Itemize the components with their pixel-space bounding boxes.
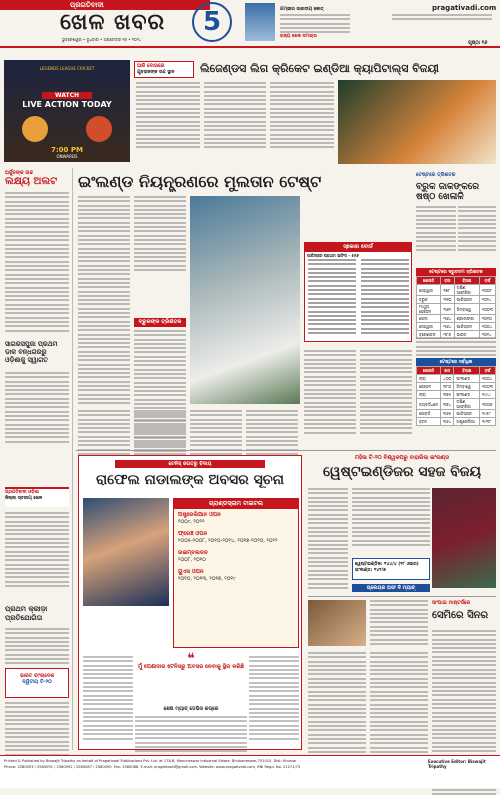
sinner-headline: ସେମିରେ ସିନର	[432, 610, 489, 621]
teaser-2: ରାଜ୍ୟ ଖେଳ ସମାଚାର	[280, 34, 317, 39]
table1-header-3: ବର୍ଷ	[480, 277, 496, 285]
scoreboard	[304, 242, 412, 342]
table2-cell: ପାକିସ୍ତାନ	[454, 410, 480, 418]
table1-cell: ଦକ୍ଷିଣ ଆଫ୍ରିକା	[454, 285, 479, 296]
table2-cell: ୩୮୦	[441, 383, 454, 391]
left-column-rule	[72, 168, 73, 750]
top-kicker	[134, 61, 194, 78]
left-headline-2: ସାଗରସପୁଜା ପ୍ରଥମ ଡାକ ବନ୍ଧଗରରୁ ଓଡ଼ିଶାକୁ ସ୍ୱାଗତ	[5, 340, 58, 364]
table-row	[417, 315, 496, 323]
table1-cell: ୩୧୦	[441, 296, 454, 304]
brook-photo	[190, 196, 300, 404]
left-headline-3: ପ୍ରଥମ କ୍ରୀଡ଼ା ପ୍ରତିଯୋଗିତା	[5, 605, 48, 622]
table2-cell: ୨୦୦୪	[480, 375, 496, 383]
left-brief-sub: ଜିଲ୍ଲା ସ୍ତରୀୟ ଖେଳ	[5, 496, 43, 501]
table2-cell: ୨୦୦୩	[480, 383, 496, 391]
top-kicker-sub: ଯୁବରାଜଙ୍କ ଉଚ୍ଚ ସ୍ଥାନ	[137, 70, 175, 75]
fastest-300-table	[416, 268, 496, 339]
table2-title: ଟେଷ୍ଟରେ ସର୍ବାଧିକ	[416, 358, 496, 366]
match-time: 7:00 PM	[51, 146, 83, 154]
wi-player-photo	[432, 488, 496, 588]
left-kicker: ଅର୍ଜୁନଙ୍କ ଉଚ୍ଚ	[5, 170, 34, 176]
masthead	[0, 0, 500, 46]
table2-header-1: ରନ	[441, 367, 454, 375]
grandslam-label: ଅଷ୍ଟ୍ରେଲିଆନ ଓପନ	[178, 512, 221, 518]
left-ad-sub: ଦ୍ୱିତୀୟ ଟି-୨୦	[22, 679, 52, 685]
table1-cell: ୨୦୦୪	[480, 323, 496, 331]
table2-header-2: ବିପକ୍ଷ	[454, 367, 480, 375]
grandslam-label: ଉଇମ୍ବଲଡନ	[178, 550, 208, 556]
table-row	[417, 410, 496, 418]
match-onwards: ONWARDS	[56, 154, 78, 159]
dateline: ଭୁବନେଶ୍ୱର • ବୁଧବାର • ଅକ୍ଟୋବର ୧୬ • ୨୦୨୪	[62, 37, 142, 42]
section-divider	[76, 450, 496, 451]
table1-cell: ସେହୱାଗ	[417, 285, 441, 296]
table2-cell: ଜିମ୍ବାୱେ	[454, 383, 480, 391]
table1	[416, 276, 496, 339]
table1-cell: ମାଥ୍ୟୁ ହେଡେନ	[417, 304, 441, 315]
list-item	[178, 531, 294, 545]
watch-banner: WATCH	[42, 92, 92, 99]
pom-strip	[352, 584, 430, 592]
left-ad-title: ଭାରତ ବାଂଲାଦେଶ	[19, 673, 55, 679]
table2-cell: ୧୯୯୪	[480, 391, 496, 399]
masthead-divider	[0, 46, 500, 48]
table1-cell: ପାକିସ୍ତାନ	[454, 323, 479, 331]
table1-cell: ବ୍ରୁକ	[417, 296, 441, 304]
table1-cell: ୩୬୪	[441, 315, 454, 323]
table2-cell: ୩୭୫	[441, 391, 454, 399]
team-logo-right	[86, 116, 112, 142]
table-row	[417, 296, 496, 304]
table2-header-0: ଖେଳାଳି	[417, 367, 441, 375]
team-logo-left	[22, 116, 48, 142]
table2-cell: ଇଂଲଣ୍ଡ	[454, 375, 480, 383]
table1-header-0: ଖେଳାଳି	[417, 277, 441, 285]
wi-score-1: ୱେଷ୍ଟଇଣ୍ଡିଜ: ୧୪୪/୪ (୧୮ ଓଭର)	[355, 562, 419, 567]
wi-headline: ୱେଷ୍ଟଇଣ୍ଡିଜର ସହଜ ବିଜୟ	[323, 464, 481, 480]
table-row	[417, 285, 496, 296]
table2-cell: ୩୭୪	[441, 399, 454, 410]
left-ad-box[interactable]	[5, 668, 69, 698]
table1-cell: ୩୬୪	[441, 323, 454, 331]
table-row	[417, 383, 496, 391]
nadal-kicker: ଟେନିସ୍ ଜଗତରୁ ବିଦାୟ	[115, 460, 265, 468]
nadal-sub: ଶେଷ ମ୍ୟାଚ୍ ଡେଭିସ କପ୍‌ରେ	[163, 706, 219, 712]
table2-cell: ୩୬୪	[441, 418, 454, 426]
table1-cell: ୨୦୦୩	[480, 304, 496, 315]
section-title: ଖେଳ ଖବର	[60, 10, 166, 35]
table2-cell: ୧୯୫୮	[480, 410, 496, 418]
list-item	[178, 512, 294, 526]
table1-header-1: ବଲ	[441, 277, 454, 285]
sinner-kicker: ସାଂଘାଇ ମାଷ୍ଟର୍ସରେ	[432, 600, 471, 606]
highest-score-table	[416, 358, 496, 426]
table1-cell: ଭାରତ	[454, 331, 479, 339]
table2-cell: ୪୦୦	[441, 375, 454, 383]
top-kicker-text: ଆଜି ଦୋହାରେ	[137, 63, 165, 69]
quote-text: ମୁଁ ପେଶାଦାର ଟେନିସରୁ ଅବସର ନେବାକୁ ସ୍ଥିର କରିଛି	[138, 664, 244, 670]
wi-score-2: ଇଂଲଣ୍ଡ: ୧୪୧/୭	[355, 568, 386, 573]
grandslam-title: ଗ୍ରାଣ୍ଡସ୍ଲାମ ଟାଇଟଲ	[174, 499, 298, 509]
table2-cell: ହଟନ	[417, 418, 441, 426]
top-story-photo	[338, 80, 496, 164]
table2-cell: ୧୯୩୮	[480, 418, 496, 426]
live-action-text: LIVE ACTION TODAY	[22, 100, 112, 109]
list-item	[178, 569, 294, 583]
table1-cell: ୩୮୬	[441, 331, 454, 339]
grandslam-years: ୨୦୦୯, ୨୦୨୨	[178, 519, 205, 525]
table1-cell: ୨୦୦୮	[480, 285, 496, 296]
anniversary-logo	[192, 2, 232, 42]
table1-cell: ୨୦୨୪	[480, 296, 496, 304]
table1-cell: ୨୦୧୦	[480, 315, 496, 323]
table1-cell: ବ୍ରେଣ୍ଡନ	[417, 331, 441, 339]
table2-cell: ଜୟବର୍ଦ୍ଧନେ	[417, 399, 441, 410]
grandslam-years: ୨୦୧୦, ୨୦୧୩, ୨୦୧୭, ୨୦୧୯	[178, 576, 236, 582]
footer-line-1: Printed & Published by Biswajit Tripathy on behalf of Pragativadi Publications Pvt. Ltd. at 178-B, Mancheswar Industrial Estate, Bhubaneswar-751010, Dist: Khurda	[4, 759, 296, 763]
right-headline: ବ୍ରୁକ ଜାକଙ୍କରେ ଷଷ୍ଠ ଖେଳାଳି	[416, 182, 480, 202]
grandslam-years: ୨୦୦୮, ୨୦୧୦	[178, 557, 206, 563]
table-row	[417, 323, 496, 331]
footer	[0, 755, 500, 788]
sinner-photo	[308, 600, 366, 646]
table-row	[417, 391, 496, 399]
table2-cell: ଲାରା	[417, 375, 441, 383]
table-row	[417, 399, 496, 410]
table2-cell: ଅଷ୍ଟ୍ରେଲିଆ	[454, 418, 480, 426]
grandslam-years: ୨୦୦୫-୨୦୦୮, ୨୦୧୦-୨୦୧୪, ୨୦୧୭-୨୦୨୦, ୨୦୨୨	[178, 538, 278, 544]
nadal-photo	[83, 498, 169, 606]
table2-cell: ହେଡେନ	[417, 383, 441, 391]
table1-cell: ସେହୱାଗ	[417, 323, 441, 331]
website-link[interactable]: pragativadi.com	[432, 4, 497, 12]
wi-divider	[308, 596, 496, 597]
table1-cell: ୩୬୨	[441, 304, 454, 315]
grandslam-box	[173, 498, 299, 648]
nadal-quote	[135, 651, 247, 671]
table2	[416, 366, 496, 426]
table1-cell: ୨୭୮	[441, 285, 454, 296]
page-label: ପୃଷ୍ଠା ୧୬	[468, 40, 488, 46]
legends-logo-text: LEGENDS LEAGUE CRICKET	[39, 66, 95, 71]
table1-cell: ୨୦୧୪	[480, 331, 496, 339]
table1-cell: ଶ୍ରୀଲଙ୍କା	[454, 315, 479, 323]
coach-photo	[245, 3, 275, 41]
table-row	[417, 375, 496, 383]
grandslam-label: ୟୁଏସ ଓପନ	[178, 569, 204, 575]
wi-score-box	[352, 558, 430, 580]
left-brief-title: ପ୍ରଗତିବାଦୀ ଓଡ଼ିଶା	[5, 490, 39, 495]
table2-cell: ସୋବର୍ସ	[417, 410, 441, 418]
top-headline: ଲିଜେଣ୍ଡସ ଲିଗ କ୍ରିକେଟ ଇଣ୍ଡିଆ କ୍ୟାପିଟାଲ୍ସ ବିଜୟୀ	[200, 62, 439, 75]
teaser-1: ଗମ୍ଭୀର ଭାରତୀୟ କୋଚ୍	[280, 7, 324, 12]
table1-cell: ଜିମ୍ବାୱେ	[454, 304, 479, 315]
legends-ad[interactable]	[4, 60, 130, 162]
list-item	[178, 550, 294, 564]
footer-editor: Executive Editor: Biswajit Tripathy	[428, 759, 486, 769]
scoreboard-title: ସ୍କୋର ବୋର୍ଡ	[305, 243, 411, 252]
table1-title: ଟେଷ୍ଟରେ ଦ୍ରୁତତମ ତ୍ରିଶତକ	[416, 268, 496, 276]
table1-cell: ପାକିସ୍ତାନ	[454, 296, 479, 304]
table2-cell: ଇଂଲଣ୍ଡ	[454, 391, 480, 399]
table2-cell: ଲାରା	[417, 391, 441, 399]
anniversary-number: 5	[202, 7, 222, 37]
nadal-story	[78, 455, 302, 750]
wi-kicker: ମହିଳା ଟି-୨୦ ବିଶ୍ୱକପରୁ ବାହାରିଲା ଇଂଲଣ୍ଡ	[354, 455, 450, 461]
test-headline: ଇଂଲଣ୍ଡ ନିୟନ୍ତ୍ରଣରେ ମୁଲତାନ ଟେଷ୍ଟ	[78, 172, 322, 191]
table-row	[417, 304, 496, 315]
photo-caption: ବ୍ରୁକଙ୍କ ତ୍ରିଶତକ	[134, 318, 186, 327]
scoreboard-sub: ପାକିସ୍ତାନ ପ୍ରଥମ ଇନିଂସ - ୫୫୬	[307, 253, 359, 258]
nadal-headline: ରାଫେଲ ନାଡାଲଙ୍କ ଅବସର ସୂଚନା	[96, 472, 284, 488]
table2-header-3: ବର୍ଷ	[480, 367, 496, 375]
table1-cell: ଗେଲ	[417, 315, 441, 323]
grandslam-label: ଫ୍ରେଞ୍ଚ ଓପନ	[178, 531, 208, 537]
brand-bar	[0, 0, 210, 10]
left-brief-box	[5, 487, 69, 507]
quote-icon: ❝	[187, 651, 195, 667]
footer-line-2: Phone: 2580093 / 2580091 / 2580092 / 2580087 / 2580090, Fax: 2580088, E-mail: pragativadi@gmail.com, Website: www.pragativadi.com, RNI Regd. No. 21271/73	[4, 765, 301, 769]
table2-cell: ଦକ୍ଷିଣ ଆଫ୍ରିକା	[454, 399, 480, 410]
table1-header-2: ବିପକ୍ଷ	[454, 277, 479, 285]
pom-text: ପ୍ଲେୟର ଅଫ ଦି ମ୍ୟାଚ୍	[366, 585, 416, 591]
right-kicker: ଟେଷ୍ଟରେ ତ୍ରିଶତକ	[416, 172, 456, 178]
table-row	[417, 418, 496, 426]
brand-name: ପ୍ରଗତିବାଦୀ	[70, 1, 104, 9]
left-headline-1: ଲକ୍ଷ୍ୟ ଅଲଟ	[5, 176, 58, 187]
table2-cell: ୨୦୦୬	[480, 399, 496, 410]
table2-cell: ୩୬୫	[441, 410, 454, 418]
